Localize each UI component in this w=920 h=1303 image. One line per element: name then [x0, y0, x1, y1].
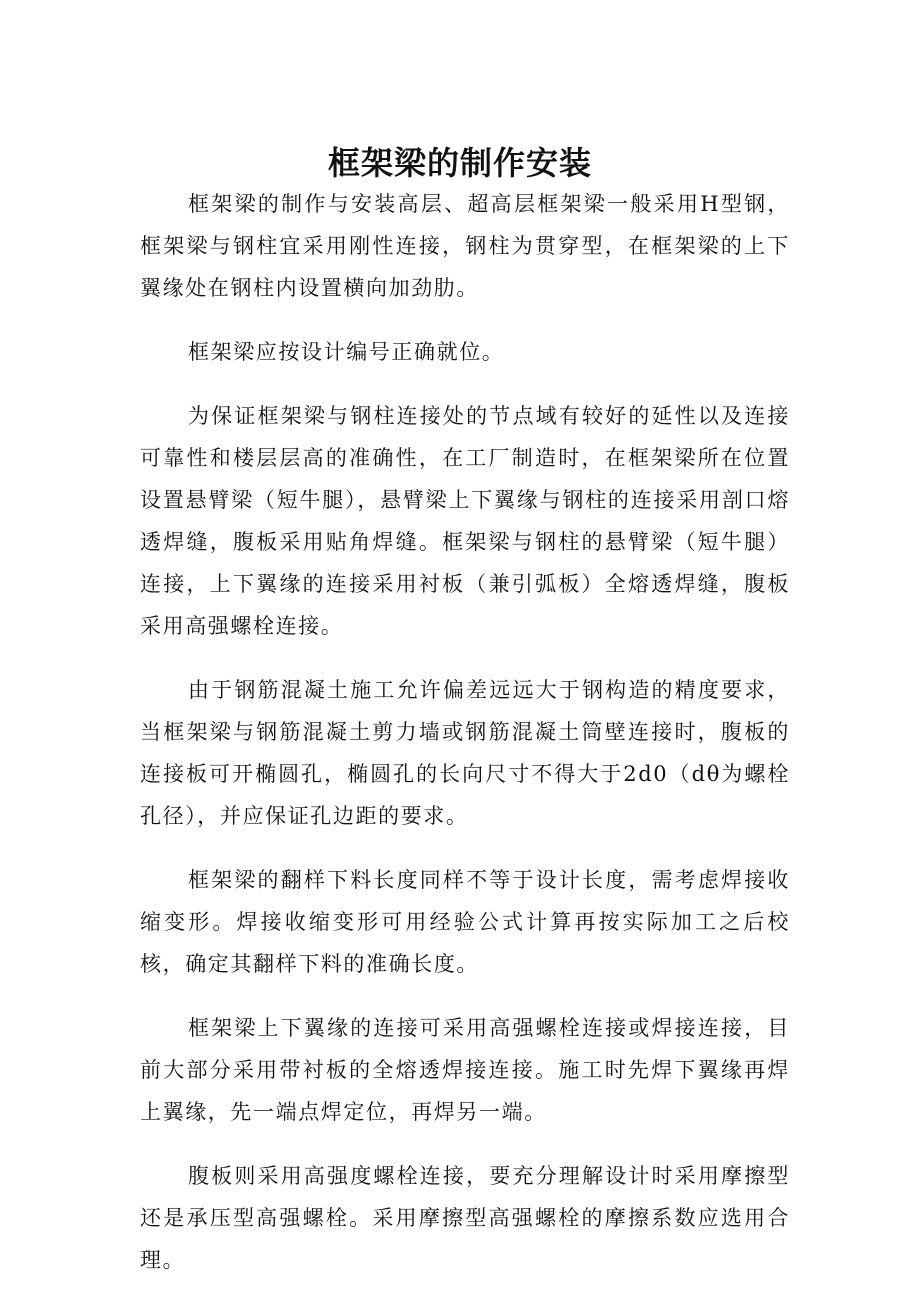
- paragraph-4: 由于钢筋混凝土施工允许偏差远远大于钢构造的精度要求，当框架梁与钢筋混凝土剪力墙或钢筋混凝土筒壁连接时，腹板的连接板可开椭圆孔，椭圆孔的长向尺寸不得大于2d0（dθ为螺栓孔径），并应保证孔边距的要求。: [140, 678, 790, 828]
- paragraph-6: 框架梁上下翼缘的连接可采用高强螺栓连接或焊接连接，目前大部分采用带衬板的全熔透焊接连接。施工时先焊下翼缘再焊上翼缘，先一端点焊定位，再焊另一端。: [140, 1016, 790, 1124]
- paragraph-7: 腹板则采用高强度螺栓连接，要充分理解设计时采用摩擦型还是承压型高强螺栓。采用摩擦型高强螺栓的摩擦系数应选用合理。: [140, 1164, 790, 1272]
- paragraph-2: 框架梁应按设计编号正确就位。: [188, 340, 505, 364]
- paragraph-3: 为保证框架梁与钢柱连接处的节点域有较好的延性以及连接可靠性和楼层层高的准确性，在工厂制造时，在框架梁所在位置设置悬臂梁（短牛腿），悬臂梁上下翼缘与钢柱的连接采用剖口熔透焊缝，腹板采用贴角焊缝。框架梁与钢柱的悬臂梁（短牛腿）连接，上下翼缘的连接采用衬板（兼引弧板）全熔透焊缝，腹板采用高强螺栓连接。: [140, 404, 790, 638]
- paragraph-1: 框架梁的制作与安装高层、超高层框架梁一般采用H型钢，框架梁与钢柱宜采用刚性连接，钢柱为贯穿型，在框架梁的上下翼缘处在钢柱内设置横向加劲肋。: [140, 192, 790, 300]
- page-title: 框架梁的制作安装: [327, 144, 592, 183]
- paragraph-5: 框架梁的翻样下料长度同样不等于设计长度，需考虑焊接收缩变形。焊接收缩变形可用经验公式计算再按实际加工之后校核，确定其翻样下料的准确长度。: [140, 868, 790, 976]
- document-body: [140, 183, 790, 1303]
